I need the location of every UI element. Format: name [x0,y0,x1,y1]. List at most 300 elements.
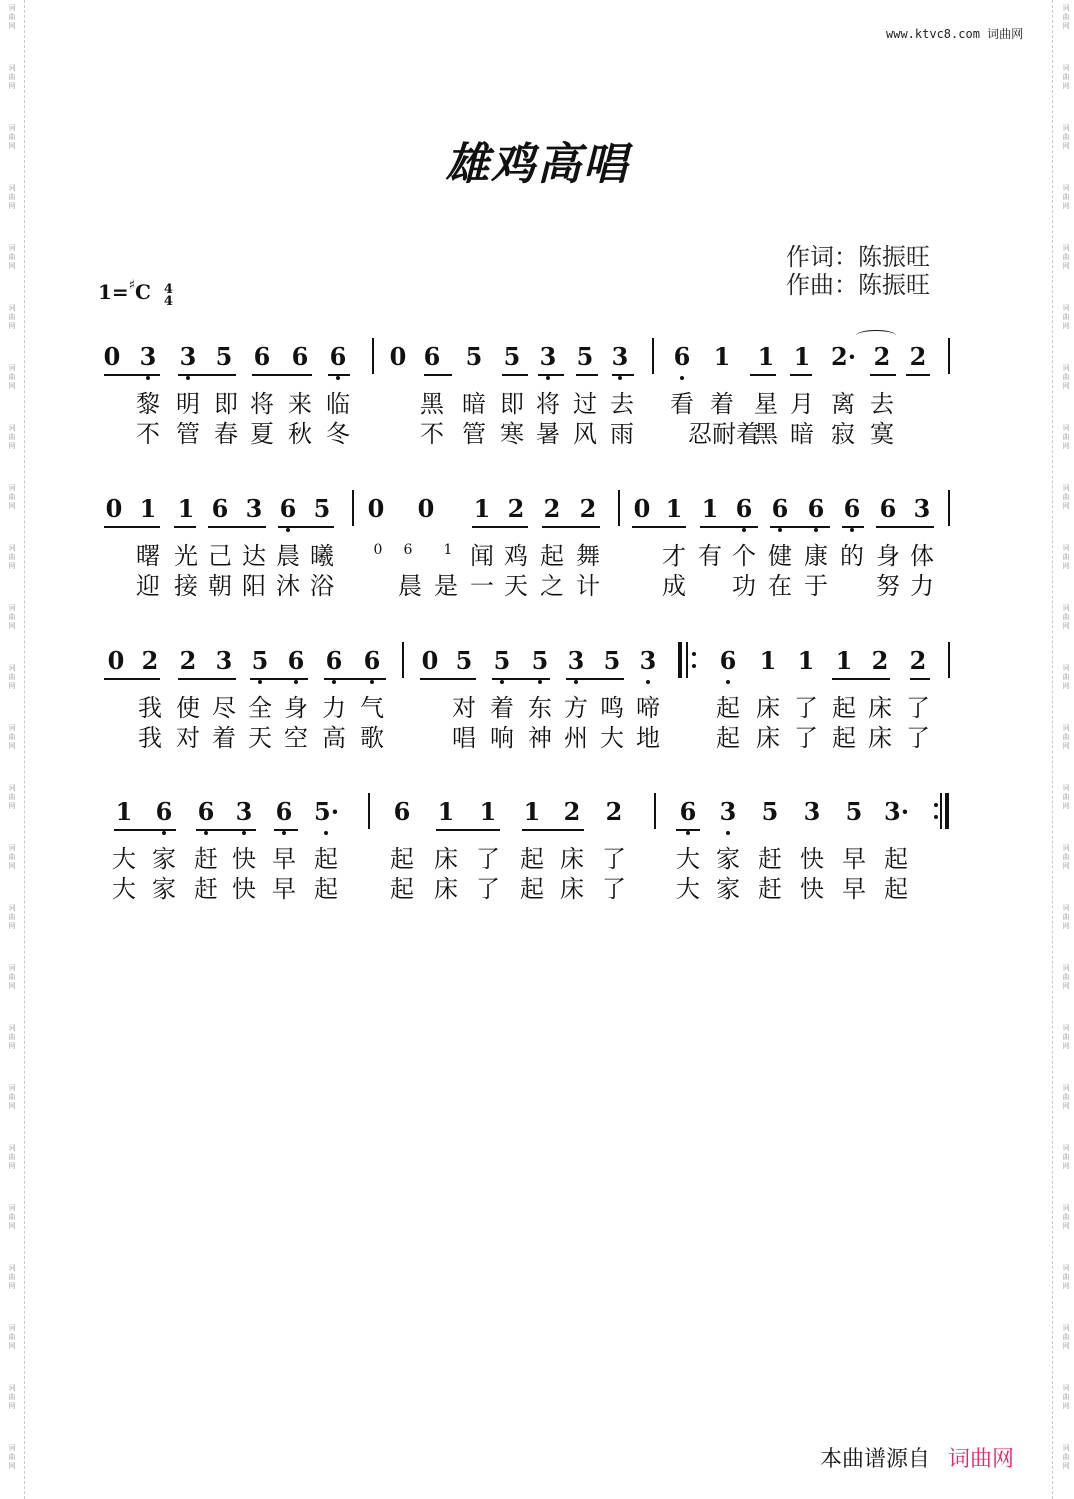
watermark-text: 词 曲 网 [1062,64,1070,90]
lyric-verse-1: 康 [804,542,828,570]
jianpu-note: 6 [322,646,346,675]
jianpu-note: 3 [215,646,233,675]
jianpu-note: 5 [215,342,233,371]
lyric-verse-1: 去 [870,390,894,418]
jianpu-note: 3 [564,646,588,675]
lyric-verse-1: 光 [174,542,198,570]
beam-underline [178,678,236,680]
key-signature [98,278,173,308]
watermark-text: 词 曲 网 [1062,1444,1070,1470]
barline [618,490,620,526]
barline [948,338,950,374]
lyric-verse-2: 起 [884,875,908,903]
lyric-verse-1: 体 [910,542,934,570]
lyric-verse-1: 黑 [420,390,444,418]
watermark-text: 词 曲 网 [8,1144,16,1170]
time-sig-bottom: 4 [163,294,173,309]
jianpu-note: 2 [871,646,889,675]
watermark-text: 词 曲 网 [1062,184,1070,210]
beam-underline [174,526,196,528]
jianpu-note: 2 [909,646,927,675]
jianpu-note: 3 [232,797,256,826]
lyric-verse-2: 风 [573,420,597,448]
jianpu-note: 6 [676,797,700,826]
lyric-verse-2: 歌 [360,724,384,752]
beam-underline [770,526,830,528]
repeat-dots [692,650,696,670]
lyric-verse-1: 力 [322,694,346,722]
jianpu-note: 6 [194,797,218,826]
song-title: 雄鸡高唱 [445,139,629,190]
lyric-verse-1: 全 [248,694,272,722]
jianpu-note: 2 [605,797,623,826]
lyric-verse-2: 天 [248,724,272,752]
repeat-dots [934,801,938,821]
jianpu-note: 5 [248,646,272,675]
lyric-verse-1: 离 [831,390,855,418]
watermark-text: 词 曲 网 [1062,424,1070,450]
jianpu-note: 2 [141,646,159,675]
beam-underline [842,526,864,528]
barline [654,793,656,829]
jianpu-note: 0 [417,494,435,523]
lyric-verse-2: 州 [564,724,588,752]
lyric-verse-2: 床 [756,724,780,752]
lyric-verse-1: 着 [490,694,514,722]
jianpu-note: 6 [768,494,792,523]
beam-underline [502,374,528,376]
beam-underline [612,374,634,376]
lyric-verse-2: 对 [176,724,200,752]
beam-underline [750,374,776,376]
lyricist: 作词：陈振旺 [786,243,930,271]
lyric-verse-2: 暑 [536,420,560,448]
lyric-verse-2: 功 [732,572,756,600]
site-url: www.ktvc8.com 词曲网 [886,27,1024,41]
watermark-text: 词 曲 网 [8,124,16,150]
jianpu-note: 5 [761,797,779,826]
lyric-verse-1: 即 [500,390,524,418]
jianpu-note: 6 [284,646,308,675]
lyric-verse-2: 成 [662,572,686,600]
beam-underline [274,829,298,831]
jianpu-note: 1 [835,646,853,675]
jianpu-note: 6 [879,494,897,523]
jianpu-note: 0 [103,342,121,371]
score-row [0,646,1074,796]
lyric-verse-2: 暗 [790,420,814,448]
beam-underline [324,678,386,680]
jianpu-note: 2 [563,797,581,826]
lyric-verse-2: 浴 [310,572,334,600]
watermark-text: 词 曲 网 [8,4,16,30]
lyric-verse-1: 了 [476,845,500,873]
lyric-verse-1: 着 [710,390,734,418]
lyric-verse-1: 星 [754,390,778,418]
lyric-verse-2: 秋 [288,420,312,448]
watermark-text: 词 曲 网 [1062,124,1070,150]
watermark-text: 词 曲 网 [1062,244,1070,270]
beam-underline [250,678,308,680]
lyric-verse-2: 黑 [754,420,778,448]
lyric-verse-1: 了 [794,694,818,722]
watermark-text: 词 曲 网 [8,184,16,210]
watermark-text: 词 曲 网 [8,64,16,90]
lyric-verse-2: 之 [540,572,564,600]
lyric-verse-2: 管 [462,420,486,448]
watermark-text: 词 曲 网 [8,1084,16,1110]
lyric-verse-2: 迎 [136,572,160,600]
watermark-text: 词 曲 网 [1062,1324,1070,1350]
lyric-verse-2: 忍耐着 [688,420,760,448]
watermark-text: 词 曲 网 [8,964,16,990]
lyric-verse-1: 方 [564,694,588,722]
watermark-text: 词 曲 网 [1062,784,1070,810]
lyric-verse-2: 冬 [326,420,350,448]
lyric-verse-1: 明 [176,390,200,418]
lyric-verse-2: 了 [906,724,930,752]
lyric-verse-1: 床 [756,694,780,722]
watermark-text: 词 曲 网 [8,1384,16,1410]
watermark-text: 词 曲 网 [8,484,16,510]
lyric-verse-1: 曙 [136,542,160,570]
lyric-verse-1: 起 [884,845,908,873]
watermark-text: 词 曲 网 [8,904,16,930]
jianpu-note: 1 [479,797,497,826]
lyric-verse-2: 寒 [500,420,524,448]
lyric-verse-1: 赶 [758,845,782,873]
jianpu-note: 6 [393,797,411,826]
lyric-verse-1: 起 [390,845,414,873]
jianpu-note: 3 [608,342,632,371]
jianpu-note: 1 [797,646,815,675]
beam-underline [328,374,350,376]
lyric-verse-1: 早 [842,845,866,873]
lyric-verse-2: 地 [636,724,660,752]
inline-small-note: 0 [373,542,383,558]
lyric-verse-2: 一 [470,572,494,600]
watermark-text: 词 曲 网 [8,1444,16,1470]
lyric-verse-2: 雨 [610,420,634,448]
watermark-text: 词 曲 网 [1062,4,1070,30]
beam-underline [832,678,890,680]
lyric-verse-2: 起 [520,875,544,903]
lyric-verse-1: 起 [540,542,564,570]
lyric-verse-2: 大 [600,724,624,752]
jianpu-note: 5 [503,342,521,371]
jianpu-note: 3 [803,797,821,826]
beam-underline [104,678,160,680]
lyric-verse-2: 早 [842,875,866,903]
lyric-verse-1: 月 [790,390,814,418]
jianpu-note: 6 [716,646,740,675]
lyric-verse-2: 着 [212,724,236,752]
lyric-verse-2: 了 [794,724,818,752]
jianpu-note: 3 [245,494,263,523]
jianpu-note: 2· [831,342,857,371]
lyric-verse-2: 赶 [194,875,218,903]
lyric-verse-1: 家 [716,845,740,873]
score-row [0,797,1074,947]
lyric-verse-1: 了 [602,845,626,873]
jianpu-note: 6 [360,646,384,675]
lyric-verse-2: 计 [576,572,600,600]
lyric-verse-2: 床 [560,875,584,903]
lyric-verse-1: 将 [250,390,274,418]
lyric-verse-2: 了 [476,875,500,903]
lyric-verse-1: 身 [284,694,308,722]
lyric-verse-1: 达 [242,542,266,570]
lyric-verse-2: 响 [490,724,514,752]
jianpu-note: 5 [490,646,514,675]
jianpu-note: 1 [115,797,133,826]
jianpu-note: 3 [913,494,931,523]
jianpu-note: 6 [276,494,300,523]
key-sharp: ♯ [128,278,135,293]
lyric-verse-2: 大 [112,875,136,903]
beam-underline [522,829,584,831]
lyric-verse-2: 高 [322,724,346,752]
lyric-verse-2: 不 [136,420,160,448]
lyric-verse-1: 使 [176,694,200,722]
watermark-text: 词 曲 网 [8,1264,16,1290]
lyric-verse-2: 是 [434,572,458,600]
lyric-verse-2: 起 [832,724,856,752]
lyric-verse-2: 寂 [831,420,855,448]
beam-underline [566,678,624,680]
lyric-verse-1: 床 [868,694,892,722]
jianpu-note: 3 [176,342,200,371]
beam-underline [876,526,934,528]
lyric-verse-2: 天 [504,572,528,600]
beam-underline [436,829,500,831]
beam-underline [104,374,160,376]
jianpu-note: 6 [272,797,296,826]
lyric-verse-2: 神 [528,724,552,752]
watermark-text: 词 曲 网 [8,604,16,630]
jianpu-note: 0 [421,646,439,675]
watermark-text: 词 曲 网 [8,304,16,330]
lyric-verse-1: 闻 [470,542,494,570]
lyric-verse-1: 起 [520,845,544,873]
jianpu-note: 2 [873,342,891,371]
jianpu-note: 6 [291,342,309,371]
watermark-text: 词 曲 网 [8,1204,16,1230]
jianpu-note: 0 [367,494,385,523]
repeat-end-thick-bar [945,793,949,829]
jianpu-note: 1 [437,797,455,826]
jianpu-note: 2 [179,646,197,675]
lyric-verse-1: 赶 [194,845,218,873]
barline [372,338,374,374]
beam-underline [542,526,600,528]
jianpu-note: 2 [909,342,927,371]
beam-underline [178,374,236,376]
lyric-verse-2: 家 [152,875,176,903]
lyric-verse-1: 看 [670,390,694,418]
lyric-verse-1: 我 [138,694,162,722]
watermark-text: 词 曲 网 [8,244,16,270]
key-prefix: 1= [98,280,129,304]
lyric-verse-1: 晨 [276,542,300,570]
lyric-verse-2: 春 [214,420,238,448]
footer-brand: 词曲网 [948,1447,1015,1472]
lyric-verse-1: 即 [214,390,238,418]
lyric-verse-1: 才 [662,542,686,570]
lyric-verse-2: 在 [768,572,792,600]
score-row [0,494,1074,644]
beam-underline [790,374,812,376]
lyric-verse-1: 舞 [576,542,600,570]
barline [948,642,950,678]
lyric-verse-1: 个 [732,542,756,570]
lyric-verse-2: 力 [910,572,934,600]
lyric-verse-2: 了 [602,875,626,903]
inline-small-note: 6 [403,542,413,558]
barline [402,642,404,678]
watermark-text: 词 曲 网 [1062,484,1070,510]
jianpu-note: 1 [665,494,683,523]
watermark-text: 词 曲 网 [1062,1204,1070,1230]
jianpu-note: 6 [326,342,350,371]
watermark-text: 词 曲 网 [8,784,16,810]
watermark-text: 词 曲 网 [1062,1144,1070,1170]
barline [352,490,354,526]
jianpu-note: 0 [389,342,407,371]
beam-underline [196,829,256,831]
tie-slur [856,330,896,341]
lyric-verse-1: 过 [573,390,597,418]
lyric-verse-1: 将 [536,390,560,418]
composer: 作曲：陈振旺 [786,271,930,299]
watermark-text: 词 曲 网 [8,544,16,570]
lyric-verse-1: 大 [676,845,700,873]
beam-underline [538,374,564,376]
jianpu-note: 1 [759,646,777,675]
jianpu-note: 3· [884,797,910,826]
jianpu-note: 1 [757,342,775,371]
lyric-verse-1: 己 [208,542,232,570]
lyric-verse-1: 曦 [310,542,334,570]
jianpu-note: 3 [716,797,740,826]
jianpu-note: 1 [177,494,195,523]
lyric-verse-2: 沐 [276,572,300,600]
jianpu-note: 5· [314,797,340,826]
watermark-text: 词 曲 网 [1062,724,1070,750]
beam-underline [632,526,686,528]
lyric-verse-2: 我 [138,724,162,752]
jianpu-note: 3 [636,646,660,675]
jianpu-note: 3 [536,342,560,371]
key-note: C [134,280,151,304]
jianpu-note: 5 [465,342,483,371]
watermark-text: 词 曲 网 [1062,1384,1070,1410]
footer [820,1442,1014,1473]
watermark-text: 词 曲 网 [1062,844,1070,870]
lyric-verse-2: 不 [420,420,444,448]
lyric-verse-2: 寞 [870,420,894,448]
lyric-verse-2: 早 [272,875,296,903]
lyric-verse-2: 起 [390,875,414,903]
jianpu-note: 1 [473,494,491,523]
lyric-verse-1: 床 [560,845,584,873]
lyric-verse-1: 床 [434,845,458,873]
repeat-start-thick-bar [678,642,682,678]
beam-underline [576,374,598,376]
lyric-verse-2: 唱 [452,724,476,752]
beam-underline [114,829,176,831]
lyric-verse-2: 管 [176,420,200,448]
lyric-verse-1: 的 [840,542,864,570]
lyric-verse-1: 了 [906,694,930,722]
jianpu-note: 6 [804,494,828,523]
lyric-verse-1: 家 [152,845,176,873]
credits [786,243,930,299]
score-row [0,342,1074,492]
jianpu-note: 5 [528,646,552,675]
lyric-verse-1: 黎 [136,390,160,418]
lyric-verse-2: 家 [716,875,740,903]
lyric-verse-1: 临 [326,390,350,418]
jianpu-note: 0 [633,494,651,523]
jianpu-note: 6 [211,494,229,523]
lyric-verse-2: 快 [232,875,256,903]
jianpu-note: 2 [507,494,525,523]
lyric-verse-1: 快 [232,845,256,873]
lyric-verse-1: 尽 [212,694,236,722]
barline [948,490,950,526]
beam-underline [252,374,312,376]
watermark-text: 词 曲 网 [1062,964,1070,990]
jianpu-note: 1 [713,342,731,371]
inline-small-note: 1 [443,542,453,558]
jianpu-note: 6 [152,797,176,826]
lyric-verse-1: 早 [272,845,296,873]
beam-underline [424,374,452,376]
beam-underline [910,678,930,680]
beam-underline [278,526,334,528]
watermark-text: 词 曲 网 [1062,1264,1070,1290]
lyric-verse-2: 赶 [758,875,782,903]
beam-underline [870,374,896,376]
lyric-verse-1: 鸡 [504,542,528,570]
beam-underline [420,678,476,680]
beam-underline [472,526,528,528]
lyric-verse-2: 空 [284,724,308,752]
lyric-verse-1: 啼 [636,694,660,722]
watermark-text: 词 曲 网 [1062,664,1070,690]
lyric-verse-2: 快 [800,875,824,903]
watermark-text: 词 曲 网 [8,1324,16,1350]
jianpu-note: 1 [523,797,541,826]
beam-underline [492,678,550,680]
lyric-verse-2: 床 [868,724,892,752]
jianpu-note: 3 [136,342,160,371]
watermark-text: 词 曲 网 [8,424,16,450]
jianpu-note: 5 [576,342,594,371]
jianpu-note: 6 [423,342,441,371]
lyric-verse-1: 来 [288,390,312,418]
watermark-text: 词 曲 网 [1062,904,1070,930]
jianpu-note: 2 [543,494,561,523]
lyric-verse-1: 起 [832,694,856,722]
lyric-verse-2: 接 [174,572,198,600]
watermark-text: 词 曲 网 [1062,1084,1070,1110]
lyric-verse-2: 起 [314,875,338,903]
lyric-verse-1: 有 [698,542,722,570]
lyric-verse-2: 大 [676,875,700,903]
jianpu-note: 6 [732,494,756,523]
